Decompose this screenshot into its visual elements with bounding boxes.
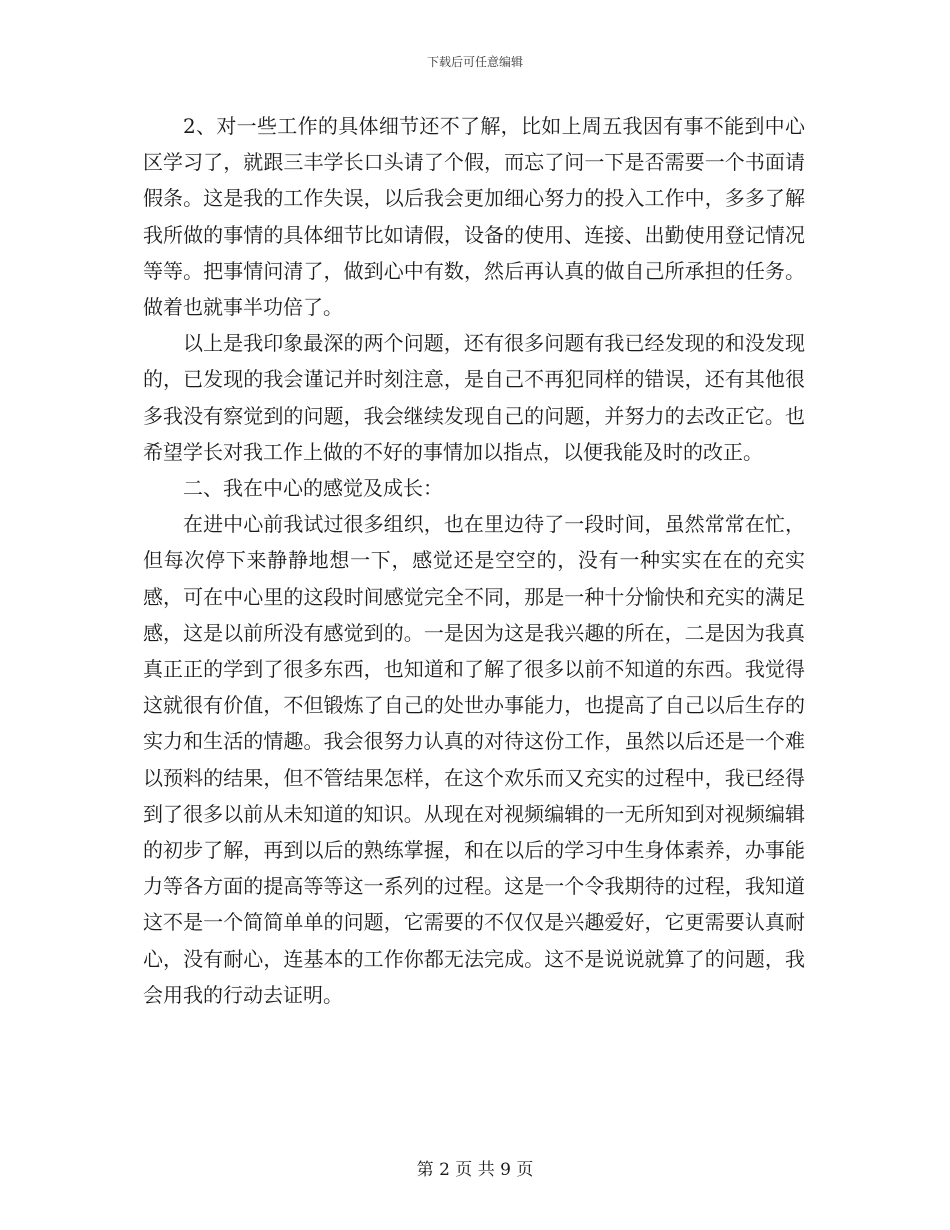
page-number-footer: 第 2 页 共 9 页 (416, 1160, 534, 1180)
paragraph-feelings-growth: 在进中心前我试过很多组织，也在里边待了一段时间，虽然常常在忙，但每次停下来静静地想一下，感觉还是空空的，没有一种实实在在的充实感，可在中心里的这段时间感觉完全不同，那是一种十分愉快和充实的满足感，这是以前所没有感觉到的。一是因为这是我兴趣的所在，二是因为我真真正正的学到了很多东西，也知道和了解了很多以前不知道的东西。我觉得这就很有价值，不但锻炼了自己的处世办事能力，也提高了自己以后生存的实力和生活的情趣。我会很努力认真的对待这份工作，虽然以后还是一个难以预料的结果，但不管结果怎样，在这个欢乐而又充实的过程中，我已经得到了很多以前从未知道的知识。从现在对视频编辑的一无所知到对视频编辑的初步了解，再到以后的熟练掌握，和在以后的学习中生身体素养，办事能力等各方面的提高等等这一系列的过程。这是一个令我期待的过程，我知道这不是一个简简单单的问题，它需要的不仅仅是兴趣爱好，它更需要认真耐心，没有耐心，连基本的工作你都无法完成。这不是说说就算了的问题，我会用我的行动去证明。 (143, 512, 805, 1007)
paragraph-problems-summary: 以上是我印象最深的两个问题，还有很多问题有我已经发现的和没发现的，已发现的我会谨记并时刻注意，是自己不再犯同样的错误，还有其他很多我没有察觉到的问题，我会继续发现自己的问题，并努力的去改正它。也希望学长对我工作上做的不好的事情加以指点，以便我能及时的改正。 (143, 331, 805, 464)
paragraph-work-details: 2、对一些工作的具体细节还不了解，比如上周五我因有事不能到中心区学习了，就跟三丰学长口头请了个假，而忘了问一下是否需要一个书面请假条。这是我的工作失误，以后我会更加细心努力的投入工作中，多多了解我所做的事情的具体细节比如请假，设备的使用、连接、出勤使用登记情况等等。把事情问清了，做到心中有数，然后再认真的做自己所承担的任务。做着也就事半功倍了。 (143, 114, 805, 320)
page-header: 下载后可任意编辑 (426, 55, 523, 69)
document-body (143, 108, 805, 1013)
section-heading-growth: 二、我在中心的感觉及成长： (183, 476, 443, 501)
